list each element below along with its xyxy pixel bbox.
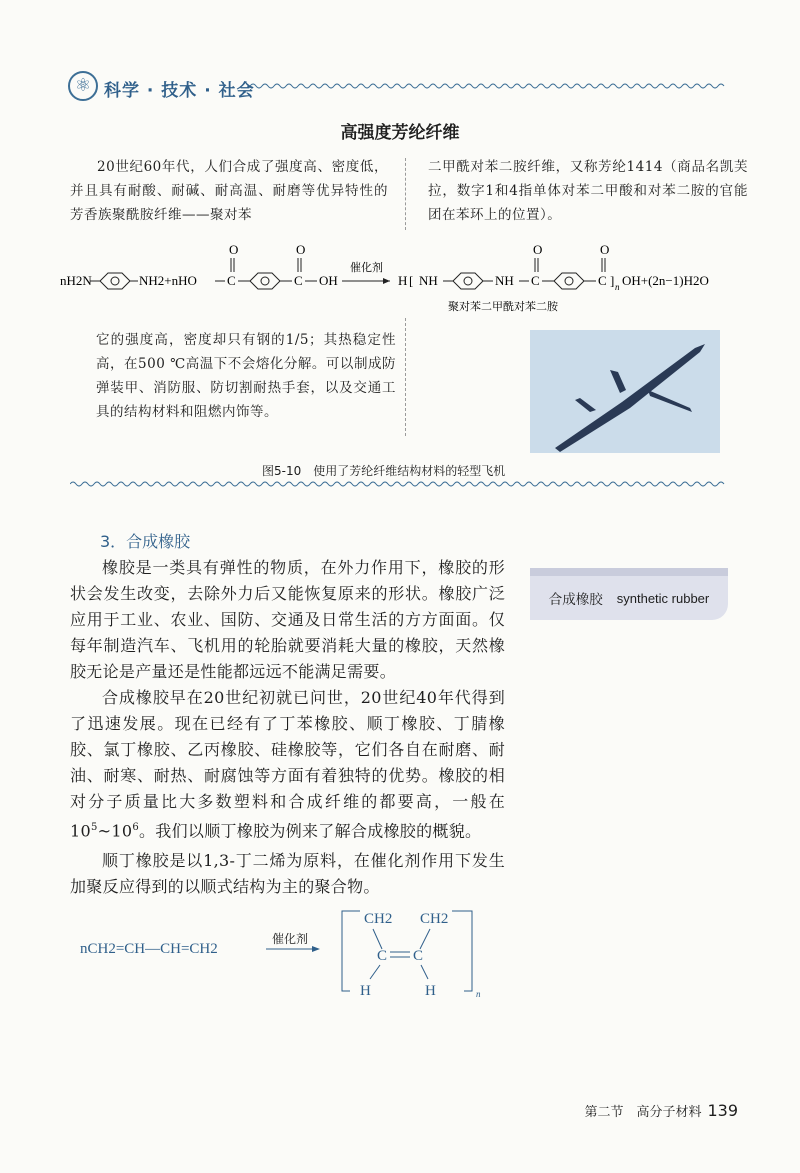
eq2-catalyst: 催化剂 — [272, 932, 309, 946]
section-paragraph-1 — [70, 555, 505, 685]
eq1-hydroxyl: OH — [319, 273, 338, 288]
wavy-divider-bottom — [70, 480, 730, 488]
bracket-left-icon: [ — [409, 273, 414, 288]
range-tilde: ~ — [97, 821, 112, 841]
eq1-reactant-a: nH2N — [60, 273, 92, 288]
exponent-b: 6 — [132, 822, 139, 833]
reaction-arrow-icon — [312, 946, 320, 952]
page-number: 139 — [707, 1101, 738, 1120]
eq1-oxygen: O — [296, 242, 306, 257]
bracket-right-icon — [464, 911, 472, 991]
butadiene-polymerization-equation — [80, 905, 500, 1005]
exponent-base-a: 10 — [70, 821, 91, 841]
eq2-subscript-n: n — [476, 989, 481, 999]
eq1-nh-1: NH — [419, 273, 438, 288]
bracket-right-icon: ] — [610, 273, 615, 288]
eq2-reactant: nCH2=CH—CH=CH2 — [80, 941, 218, 957]
section-heading: 3．合成橡胶 — [100, 532, 191, 551]
benzene-ring-icon — [453, 273, 483, 289]
exponent-base-b: 10 — [111, 821, 133, 841]
figure-caption: 图5-10 使用了芳纶纤维结构材料的轻型飞机 — [262, 464, 506, 478]
section-paragraph-2-text: 合成橡胶早在20世纪初就已问世，20世纪40年代得到了迅速发展。现在已经有了丁苯橡胶、顺丁橡胶、丁腈橡胶、氯丁橡胶、乙丙橡胶、硅橡胶等，它们各自在耐磨、耐油、耐寒、耐热、耐腐蚀等方面有着独特的优势。橡胶的相对分子质量比大多数塑料和合成纤维的都要高，一般在 — [70, 688, 505, 811]
eq1-carbon: C — [294, 273, 303, 288]
aircraft-photo — [530, 330, 720, 453]
eq2-ch2-right: CH2 — [420, 911, 449, 927]
section-paragraph-2 — [70, 685, 505, 844]
aramid-equation — [60, 240, 740, 315]
eq1-product-name: 聚对苯二甲酰对苯二胺 — [448, 301, 558, 313]
box-paragraph-2: 它的强度高，密度却只有钢的1/5；其热稳定性高，在500 ℃高温下不会熔化分解。可以制成防弹装甲、消防服、防切割耐热手套，以及交通工具的结构材料和阻燃内饰等。 — [96, 332, 396, 420]
eq2-c-right: C — [413, 948, 424, 964]
section-paragraph-3-text: 顺丁橡胶是以1,3-丁二烯为原料，在催化剂作用下发生加聚反应得到的以顺式结构为主的聚合物。 — [70, 851, 505, 896]
wavy-divider-top — [250, 82, 730, 90]
eq2-ch2-left: CH2 — [364, 911, 393, 927]
benzene-ring-icon — [250, 273, 280, 289]
box-paragraph-1-text: 20世纪60年代，人们合成了强度高、密度低，并且具有耐酸、耐碱、耐高温、耐磨等优异特性的芳香族聚酰胺纤维——聚对苯 — [70, 159, 388, 223]
atom-icon: ⚛ — [68, 71, 98, 101]
feature-header-title: 科学 · 技术 · 社会 — [104, 81, 255, 101]
glossary-term-zh: 合成橡胶 — [548, 592, 603, 608]
eq1-oxygen: O — [600, 242, 610, 257]
box-paragraph-1 — [70, 155, 388, 227]
eq1-reactant-b: NH2+nHO — [139, 273, 197, 288]
benzene-ring-icon — [100, 273, 130, 289]
box-paragraph-1-continued: 二甲酰对苯二胺纤维，又称芳纶1414（商品名凯芙拉，数字1和4指单体对苯二甲酸和对苯二胺的官能团在苯环上的位置）。 — [428, 159, 748, 223]
exponent-a: 5 — [90, 822, 98, 833]
glossary-box — [530, 568, 728, 620]
eq2-h-left: H — [360, 983, 371, 999]
eq1-carbon: C — [598, 273, 607, 288]
eq1-hydrogen: H — [398, 273, 408, 288]
reaction-arrow-icon — [383, 278, 390, 284]
page-footer — [584, 1101, 738, 1120]
eq1-carbon: C — [227, 273, 236, 288]
footer-section: 第二节 高分子材料 — [584, 1105, 702, 1120]
glossary-term-en: synthetic rubber — [616, 590, 710, 606]
section-paragraph-3 — [70, 848, 505, 900]
eq1-nh-2: NH — [495, 273, 514, 288]
benzene-ring-icon — [554, 273, 584, 289]
eq1-subscript-n: n — [615, 282, 620, 292]
eq1-catalyst: 催化剂 — [350, 262, 383, 274]
eq1-product-end: OH+(2n−1)H2O — [622, 273, 709, 288]
eq1-carbon: C — [531, 273, 540, 288]
section-paragraph-1-text: 橡胶是一类具有弹性的物质，在外力作用下，橡胶的形状会发生改变，去除外力后又能恢复原来的形状。橡胶广泛应用于工业、农业、国防、交通及日常生活的方方面面。仅每年制造汽车、飞机用的轮胎就要消耗大量的橡胶，天然橡胶无论是产量还是性能都远远不能满足需要。 — [70, 558, 505, 681]
column-divider — [405, 318, 406, 436]
eq1-oxygen: O — [229, 242, 239, 257]
column-divider — [405, 158, 406, 230]
section-paragraph-2-tail: 。我们以顺丁橡胶为例来了解合成橡胶的概貌。 — [139, 821, 482, 841]
box-title: 高强度芳纶纤维 — [340, 123, 460, 143]
eq1-oxygen: O — [533, 242, 543, 257]
bracket-left-icon — [342, 911, 350, 991]
eq2-c-left: C — [377, 948, 388, 964]
eq2-h-right: H — [425, 983, 436, 999]
